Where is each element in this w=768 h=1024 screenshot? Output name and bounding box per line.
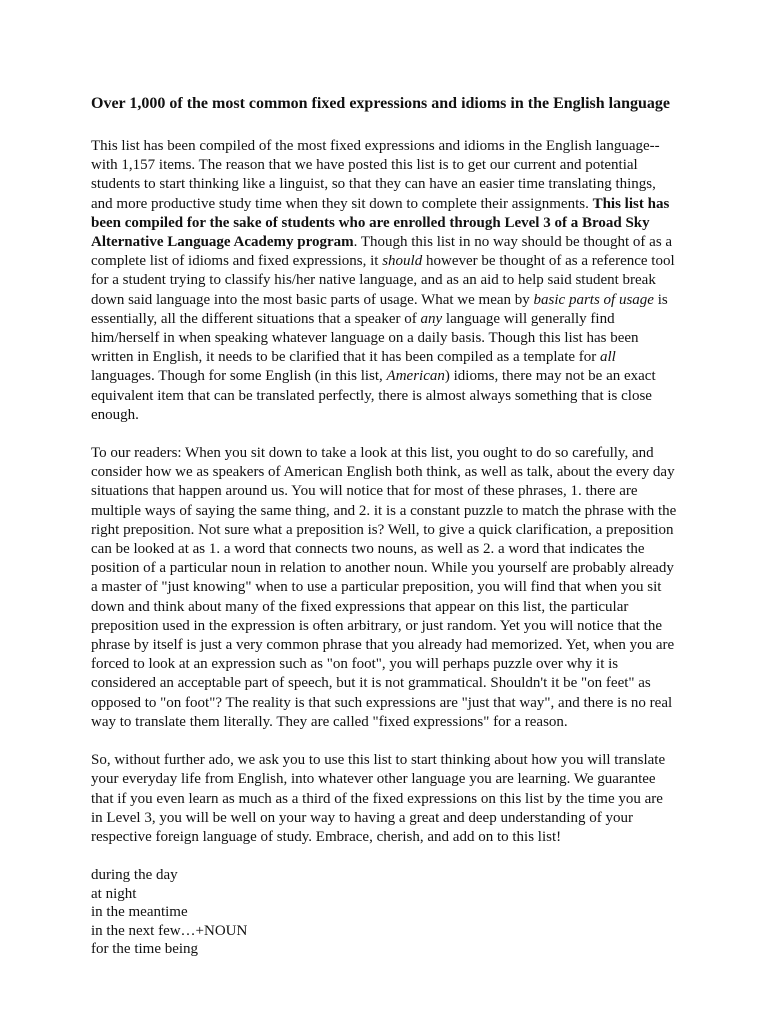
list-item: in the meantime bbox=[91, 904, 188, 921]
emphasis-should: should bbox=[382, 253, 423, 270]
list-item: in the next few…+NOUN bbox=[91, 922, 248, 939]
intro-text-3: however be thought of as a reference tool for a student trying to classify his/her native language, and as an aid to help said student break down said language into the most basic parts of usage. What we mean by bbox=[91, 253, 675, 308]
list-item: for the time being bbox=[91, 941, 199, 958]
intro-text-1: This list has been compiled of the most fixed expressions and idioms in the English language--with 1,157 items. The reason that we have posted this list is to get our current and potential students to start thinking like a linguist, so that they can have an easier time translating things, and more productive study time when they sit down to complete their assignments. bbox=[91, 138, 660, 212]
emphasis-any: any bbox=[420, 310, 443, 327]
list-item: at night bbox=[91, 885, 137, 902]
closing-paragraph: So, without further ado, we ask you to use this list to start thinking about how you will translate your everyday life from English, into whatever other language you are learning. We guarantee that if you even learn as much as a third of the fixed expressions on this list by the time you are in Level 3, you will be well on your way to having a great and deep understanding of your respective foreign language of study. Embrace, cherish, and add on to this list! bbox=[91, 752, 666, 845]
document-title: Over 1,000 of the most common fixed expressions and idioms in the English language bbox=[91, 95, 671, 112]
emphasis-all: all bbox=[600, 349, 616, 366]
document-page bbox=[91, 93, 677, 959]
intro-text-7: ) idioms, there may not be an exact equivalent item that can be translated perfectly, there is almost always something that is close enough. bbox=[91, 368, 656, 423]
intro-paragraph bbox=[91, 137, 677, 425]
expressions-list bbox=[91, 866, 677, 959]
emphasis-basic-parts: basic parts of usage bbox=[533, 291, 654, 308]
intro-text-6: languages. Though for some English (in this list, bbox=[91, 368, 387, 385]
readers-paragraph: To our readers: When you sit down to take a look at this list, you ought to do so carefully, and consider how we as speakers of American English both think, as well as talk, about the every day situations that happen around us. You will notice that for most of these phrases, 1. there are multiple ways of saying the same thing, and 2. it is a constant puzzle to match the phrase with the right preposition. Not sure what a preposition is? Well, to give a quick clarification, a preposition can be looked at as 1. a word that connects two nouns, as well as 2. a word that indicates the position of a particular noun in relation to another noun. While you yourself are probably already a master of "just knowing" when to use a particular preposition, you will find that when you sit down and think about many of the fixed expressions that appear on this list, the particular preposition used in the expression is often arbitrary, or just random. Yet you will notice that the phrase by itself is just a very common phrase that you already had memorized. Yet, when you are forced to look at an expression such as "on foot", you will perhaps puzzle over why it is considered an acceptable part of speech, but it is not grammatical. Shouldn't it be "on feet" as opposed to "on foot"? The reality is that such expressions are "just that way", and there is no real way to translate them literally. They are called "fixed expressions" for a reason. bbox=[91, 445, 677, 730]
intro-text-5: language will generally find him/herself in when speaking whatever language on a daily basis. Though this list has been written in English, it needs to be clarified that it has been compiled as a template for bbox=[91, 310, 639, 366]
intro-bold-statement: This list has been compiled for the sake of students who are enrolled through Level 3 of a Broad Sky Alternative Language Academy program bbox=[91, 195, 670, 251]
emphasis-american: American bbox=[386, 368, 445, 385]
intro-text-4: is essentially, all the different situations that a speaker of bbox=[91, 291, 668, 327]
list-item: during the day bbox=[91, 867, 178, 884]
intro-text-2: . Though this list in no way should be thought of as a complete list of idioms and fixed expressions, it bbox=[91, 234, 673, 270]
